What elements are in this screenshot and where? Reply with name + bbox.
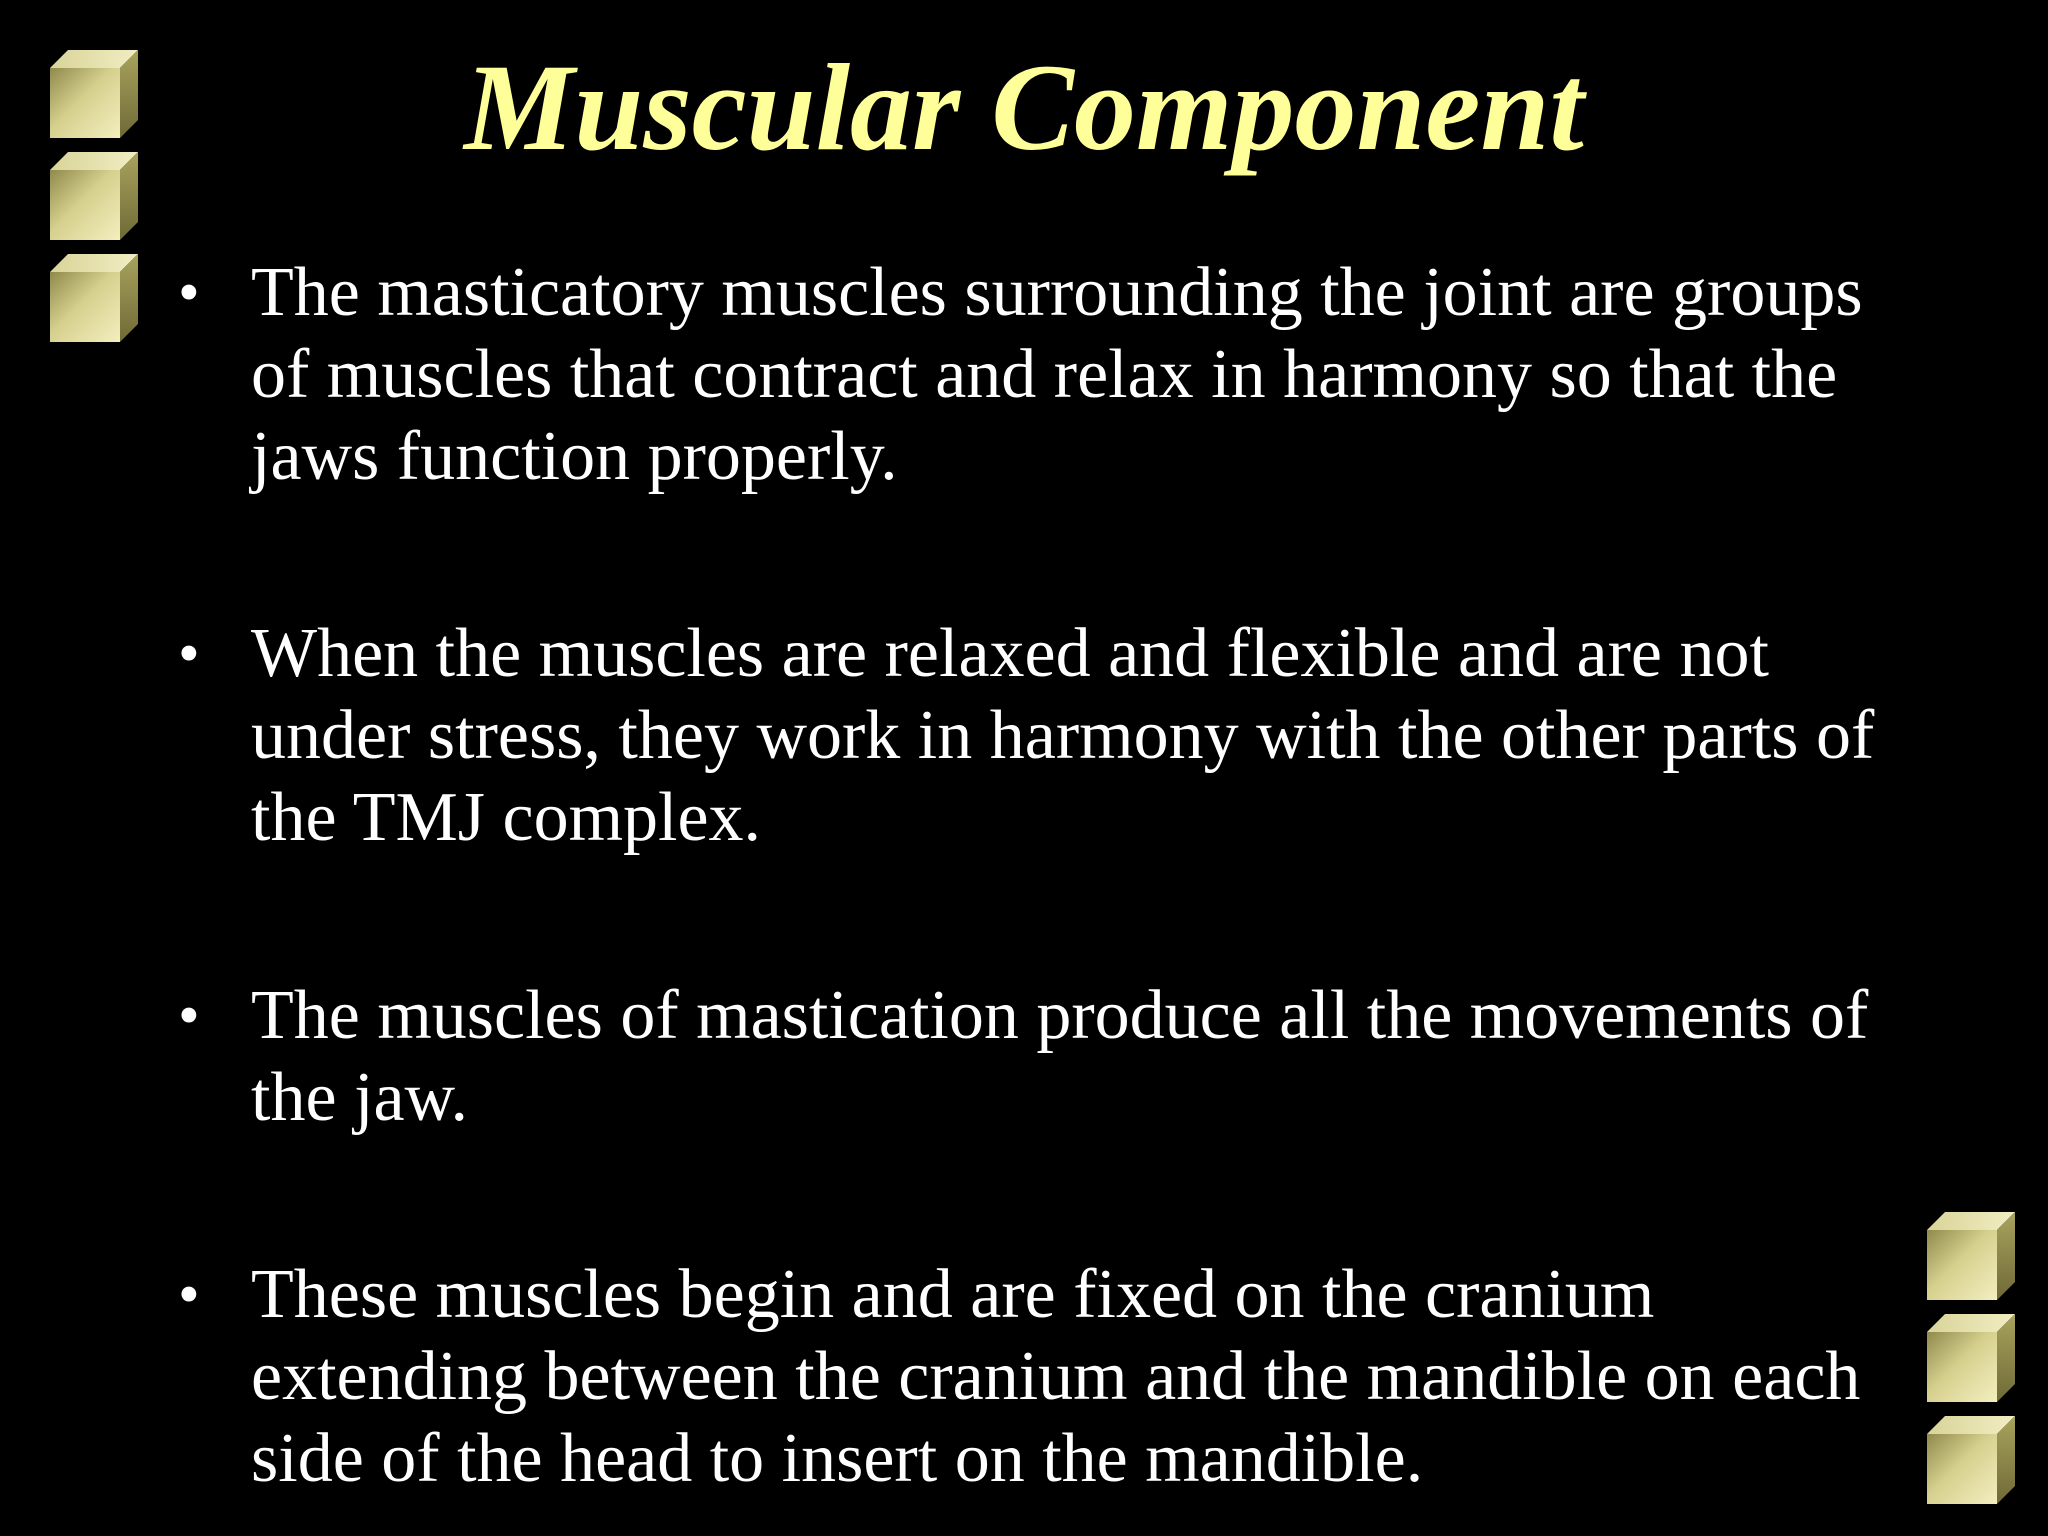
bullet-marker: • bbox=[178, 982, 200, 1050]
bullet-marker: • bbox=[178, 620, 200, 688]
bullet-line: The masticatory muscles surrounding the joint are groups bbox=[251, 254, 1863, 331]
bullet-marker: • bbox=[178, 1261, 200, 1329]
bullet-text bbox=[251, 613, 1891, 859]
bullet-line: the jaw. bbox=[251, 1059, 469, 1136]
bullet-line: When the muscles are relaxed and flexible and are not bbox=[251, 615, 1769, 692]
bullet-line: side of the head to insert on the mandible. bbox=[251, 1420, 1424, 1497]
bullet-line: of muscles that contract and relax in harmony so that the bbox=[251, 336, 1838, 413]
bullet-line: extending between the cranium and the mandible on each bbox=[251, 1338, 1861, 1415]
bullet-line: under stress, they work in harmony with the other parts of bbox=[251, 697, 1875, 774]
bullet-line: the TMJ complex. bbox=[251, 779, 762, 856]
bullet-line: jaws function properly. bbox=[251, 418, 898, 495]
bullet-line: These muscles begin and are fixed on the cranium bbox=[251, 1256, 1655, 1333]
bullet-line: The muscles of mastication produce all the movements of bbox=[251, 977, 1869, 1054]
bullet-text bbox=[251, 252, 1891, 498]
bullet-text bbox=[251, 975, 1891, 1139]
bullet-marker: • bbox=[178, 259, 200, 327]
bullet-text bbox=[251, 1254, 1891, 1500]
slide-title: Muscular Component bbox=[464, 39, 1584, 176]
